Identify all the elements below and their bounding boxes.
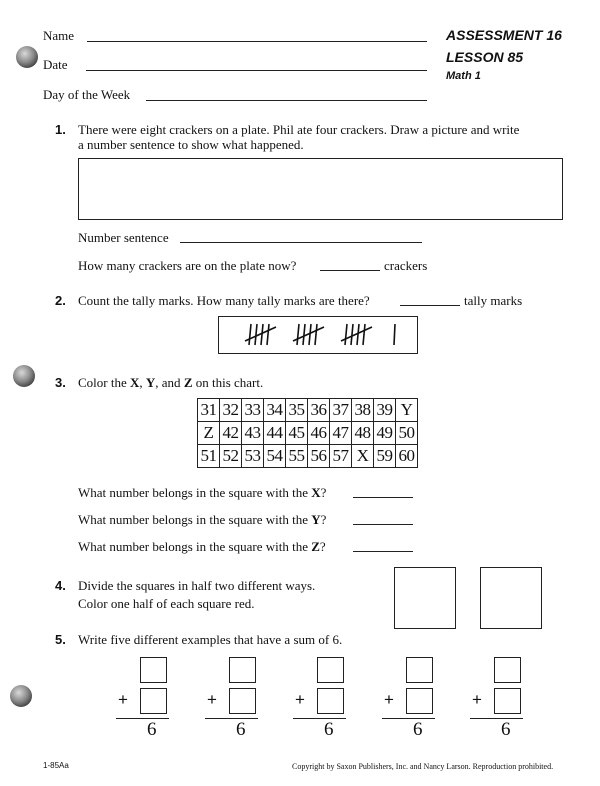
sum-value: 6 bbox=[413, 719, 423, 740]
punch-hole-top bbox=[16, 46, 38, 68]
chart-cell[interactable]: 51 bbox=[198, 445, 220, 468]
q2-unit: tally marks bbox=[464, 293, 523, 308]
q3-answer-line-x[interactable] bbox=[353, 497, 413, 498]
q3-x: X bbox=[130, 375, 140, 390]
plus-sign: + bbox=[472, 690, 482, 709]
sum-value: 6 bbox=[236, 719, 246, 740]
q1-text-line1: There were eight crackers on a plate. Phil ate four crackers. Draw a picture and write bbox=[78, 122, 520, 137]
day-label: Day of the Week bbox=[43, 87, 131, 102]
q3-text-pre: Color the bbox=[78, 375, 130, 390]
q2-number: 2. bbox=[55, 293, 66, 308]
q3-answer-line-z[interactable] bbox=[353, 551, 413, 552]
q3-question-suffix: ? bbox=[320, 485, 327, 500]
q4-number: 4. bbox=[55, 578, 66, 593]
q5-text: Write five different examples that have a sum of 6. bbox=[78, 632, 343, 647]
day-line[interactable] bbox=[146, 100, 427, 101]
tally-box bbox=[218, 316, 418, 354]
tally-mark bbox=[363, 324, 365, 345]
course-title: Math 1 bbox=[446, 70, 481, 82]
sum-line bbox=[382, 718, 435, 719]
q3-answer-line-y[interactable] bbox=[353, 524, 413, 525]
chart-cell[interactable]: 45 bbox=[286, 422, 308, 445]
q3-question-x bbox=[78, 485, 326, 501]
q1-sentence-line[interactable] bbox=[180, 242, 422, 243]
tally-mark bbox=[394, 324, 395, 345]
footer-copyright: Copyright by Saxon Publishers, Inc. and Nancy Larson. Reproduction prohibited. bbox=[292, 762, 554, 771]
addend-box-top[interactable] bbox=[494, 657, 521, 683]
chart-cell[interactable]: 36 bbox=[308, 399, 330, 422]
chart-cell[interactable]: 39 bbox=[374, 399, 396, 422]
q4-square-2[interactable] bbox=[480, 567, 542, 629]
chart-cell[interactable]: Z bbox=[198, 422, 220, 445]
addend-box-bottom[interactable] bbox=[317, 688, 344, 714]
q1-how-many-label: How many crackers are on the plate now? bbox=[78, 258, 297, 273]
chart-cell[interactable]: Y bbox=[396, 399, 418, 422]
sum-value: 6 bbox=[147, 719, 157, 740]
tally-mark bbox=[255, 324, 257, 345]
chart-cell[interactable]: 60 bbox=[396, 445, 418, 468]
footer-code: 1-85Aa bbox=[43, 761, 69, 770]
tally-mark bbox=[345, 324, 347, 345]
tally-mark bbox=[315, 324, 317, 345]
q3-question-prefix: What number belongs in the square with the bbox=[78, 485, 312, 500]
q3-sep1: , bbox=[139, 375, 146, 390]
addend-box-bottom[interactable] bbox=[140, 688, 167, 714]
chart-cell[interactable]: 59 bbox=[374, 445, 396, 468]
addend-box-top[interactable] bbox=[317, 657, 344, 683]
lesson-title: LESSON 85 bbox=[446, 49, 524, 65]
addend-box-bottom[interactable] bbox=[494, 688, 521, 714]
q4-square-1[interactable] bbox=[394, 567, 456, 629]
punch-hole-middle bbox=[13, 365, 35, 387]
tally-mark bbox=[297, 324, 299, 345]
q2-text: Count the tally marks. How many tally marks are there? bbox=[78, 293, 370, 308]
chart-cell[interactable]: 44 bbox=[264, 422, 286, 445]
chart-cell[interactable]: 52 bbox=[220, 445, 242, 468]
chart-cell[interactable]: 53 bbox=[242, 445, 264, 468]
q3-question-letter: X bbox=[311, 485, 321, 500]
q1-unit: crackers bbox=[384, 258, 428, 273]
q3-question-prefix: What number belongs in the square with the bbox=[78, 539, 312, 554]
addend-box-top[interactable] bbox=[140, 657, 167, 683]
chart-cell[interactable]: 55 bbox=[286, 445, 308, 468]
q1-sentence-label: Number sentence bbox=[78, 230, 169, 245]
chart-cell[interactable]: 54 bbox=[264, 445, 286, 468]
chart-cell[interactable]: 34 bbox=[264, 399, 286, 422]
chart-cell[interactable]: 37 bbox=[330, 399, 352, 422]
chart-cell[interactable]: 38 bbox=[352, 399, 374, 422]
chart-cell[interactable]: 50 bbox=[396, 422, 418, 445]
chart-row bbox=[198, 422, 418, 445]
plus-sign: + bbox=[384, 690, 394, 709]
q1-drawing-box[interactable] bbox=[78, 158, 563, 220]
chart-row bbox=[198, 399, 418, 422]
number-chart bbox=[197, 398, 418, 468]
chart-cell[interactable]: 42 bbox=[220, 422, 242, 445]
chart-cell[interactable]: 35 bbox=[286, 399, 308, 422]
sum-line bbox=[205, 718, 258, 719]
chart-cell[interactable]: 57 bbox=[330, 445, 352, 468]
q3-y: Y bbox=[145, 375, 156, 390]
chart-row bbox=[198, 445, 418, 468]
chart-cell[interactable]: 32 bbox=[220, 399, 242, 422]
chart-cell[interactable]: 33 bbox=[242, 399, 264, 422]
addend-box-bottom[interactable] bbox=[229, 688, 256, 714]
name-line[interactable] bbox=[87, 41, 427, 42]
q3-question-suffix: ? bbox=[320, 512, 327, 527]
q3-z: Z bbox=[183, 375, 193, 390]
chart-cell[interactable]: 31 bbox=[198, 399, 220, 422]
q2-answer-line[interactable] bbox=[400, 305, 460, 306]
chart-cell[interactable]: X bbox=[352, 445, 374, 468]
tally-mark bbox=[267, 324, 269, 345]
q3-question-letter: Y bbox=[311, 512, 321, 527]
q3-number: 3. bbox=[55, 375, 66, 390]
q5-number: 5. bbox=[55, 632, 66, 647]
sum-value: 6 bbox=[324, 719, 334, 740]
chart-cell[interactable]: 46 bbox=[308, 422, 330, 445]
q1-number: 1. bbox=[55, 122, 66, 137]
date-label: Date bbox=[43, 57, 68, 72]
q3-question-letter: Z bbox=[311, 539, 320, 554]
punch-hole-bottom bbox=[10, 685, 32, 707]
name-label: Name bbox=[43, 28, 75, 43]
q3-question-prefix: What number belongs in the square with the bbox=[78, 512, 312, 527]
plus-sign: + bbox=[118, 690, 128, 709]
q3-text bbox=[78, 375, 263, 391]
addend-box-top[interactable] bbox=[406, 657, 433, 683]
q4-line2: Color one half of each square red. bbox=[78, 596, 255, 611]
tally-mark bbox=[351, 324, 353, 345]
q3-question-y bbox=[78, 512, 326, 528]
sum-line bbox=[293, 718, 346, 719]
chart-cell[interactable]: 49 bbox=[374, 422, 396, 445]
q3-text-post: on this chart. bbox=[192, 375, 264, 390]
plus-sign: + bbox=[207, 690, 217, 709]
date-line[interactable] bbox=[86, 70, 427, 71]
tally-mark bbox=[303, 324, 305, 345]
chart-cell[interactable]: 43 bbox=[242, 422, 264, 445]
q4-line1: Divide the squares in half two different ways. bbox=[78, 578, 316, 593]
addend-box-top[interactable] bbox=[229, 657, 256, 683]
q3-question-suffix: ? bbox=[319, 539, 326, 554]
chart-cell[interactable]: 56 bbox=[308, 445, 330, 468]
sum-value: 6 bbox=[501, 719, 511, 740]
chart-cell[interactable]: 47 bbox=[330, 422, 352, 445]
assessment-title: ASSESSMENT 16 bbox=[446, 27, 562, 43]
q3-sep2: , and bbox=[155, 375, 184, 390]
q3-question-z bbox=[78, 539, 326, 555]
tally-mark bbox=[249, 324, 251, 345]
q1-text-line2: a number sentence to show what happened. bbox=[78, 137, 304, 152]
q1-answer-line[interactable] bbox=[320, 270, 380, 271]
sum-line bbox=[116, 718, 169, 719]
addend-box-bottom[interactable] bbox=[406, 688, 433, 714]
chart-cell[interactable]: 48 bbox=[352, 422, 374, 445]
sum-line bbox=[470, 718, 523, 719]
plus-sign: + bbox=[295, 690, 305, 709]
tally-marks bbox=[219, 317, 416, 352]
